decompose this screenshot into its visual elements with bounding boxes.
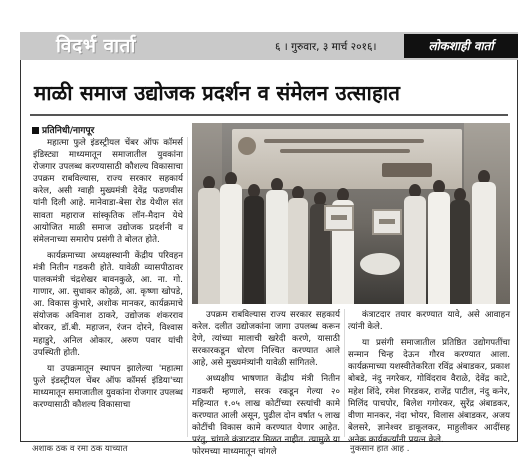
paragraph: अध्यक्षीय भाषणात केंद्रीय मंत्री नितीन गडकरी म्हणाले, सरक रकडून गेल्या २० महिन्यात १.०५ लाख कोटींच्या रस्त्यांची कामे करण्यात आली असून, पुढील दोन वर्षात ५ लाख कोटींची विकास कामे करण्यात येणार आहेत. परंतु, चांगले कंत्राटदार मिळत नाहीत. त्यामुळे या फोरमच्या माध्यमातून चांगले (192, 374, 340, 458)
award-plaque (372, 209, 402, 235)
paragraph: महात्मा फुले इंडस्ट्रीयल चेंबर ऑफ कॉमर्स इंडिस्ट्या माध्यमातून समाजातील युवकांना रोजगार उपलब्ध करण्यासाठी कौशल्य विकासाचा उपक्रम राबविल्यास, राज्य सरकार सहकार्य करेल, असी ग्वाही मुख्यमंत्री देवेंद्र फडणवीस यांनी दिली आहे. मानेवाडा-बेसा रोड येथील संत सावता महाराज सांस्कृतिक लॉन-मैदान येथे आयोजित माळी समाज उद्योजक प्रदर्शनी व संमेलनाच्या समारोप प्रसंगी ते बोलत होते. (33, 138, 183, 245)
column-divider (187, 137, 188, 437)
banner-year-mark (382, 163, 432, 177)
column-divider (344, 309, 345, 437)
newspaper-logo: लोकशाही वार्ता (404, 34, 518, 58)
headline-divider (30, 114, 508, 116)
headline: माळी समाज उद्योजक प्रदर्शन व संमेलन उत्साहात (34, 81, 401, 105)
person-figure (472, 170, 496, 304)
event-photo (192, 123, 510, 304)
adjacent-article-text-right: नुकसान हात आह . (350, 444, 410, 454)
paragraph: या प्रसंगी समाजातील प्रतिष्ठित उद्योगपतींचा सन्मान चिन्ह देऊन गौरव करण्यात आला. कार्यक्रमाच्या यशस्वीतेकरिता रविंद्र अंबाडकर, प्रकाश बोबडे, नंदु नगरेकर, गोविंदराव वैराळे, देवेंद्र काटे, महेश शिंदे, रमेश गिरडकर, राजेंद्र पाटील, नंदु कनेर, मिलिंद पाचपोर, बिलेश गगोरकर, सुरेंद्र अंबाडकर, वीणा मानकर, नंदा भोयर, विलास अंबाडकर, अजय बेलसरे, ज्ञानेश्वर डाकूलकर, माहुलीकर आदींसह अनेक कार्यकर्त्यांनी प्रयत्न केले. (348, 338, 510, 445)
person-figure (428, 180, 450, 304)
issue-date: ६ । गुरुवार, ३ मार्च २०१६। (275, 41, 377, 53)
article-column-2 (192, 309, 340, 460)
banner-logo-icon (238, 137, 256, 155)
award-plaque (324, 205, 354, 231)
person-figure (450, 188, 470, 304)
article-column-1 (33, 137, 183, 415)
adjacent-article-text-left: अशाक ठक व रमा ठक याच्यात (32, 444, 128, 454)
person-figure (288, 186, 308, 304)
paragraph: कार्यक्रमाच्या अध्यक्षस्थानी केंद्रीय परिवहन मंत्री नितीन गडकरी होते. यावेळी व्यासपीठावर पालकमंत्री चंद्रशेखर बावनकुळे, आ. ना. गो. गाणार, आ. सुधाकर कोहळे, आ. कृष्णा खोपडे, आ. विकास कुंभारे, अशोक मानकर, कार्यक्रमाचे संयोजक अविनाश ठाकरे, उद्योजक शंकरराव बोरकर, डॉ.बी. महाजन, रंजन दोरने, विश्वास महाडुरे, अनिल ओकार, अरुण पवार यांची उपस्थिती होती. (33, 250, 183, 358)
paragraph: या उपक्रमातून स्थापन झालेल्या 'महात्मा फुले इंडस्ट्रीयल चेंबर ऑफ कॉमर्स इंडिया'च्या माध्यमातून समाजातील युवकांना रोजगार उपलब्ध करण्यासाठी कौशल्य विकासाचा (33, 363, 183, 410)
person-figure (220, 172, 242, 304)
masthead (20, 32, 518, 60)
article-column-3 (348, 309, 510, 450)
paragraph: उपक्रम राबविल्यास राज्य सरकार सहकार्य करेल. दलीत उद्योजकांना जागा उपलब्ध करून देणे, त्यांच्या मालाची खरेदी करणे, यासाठी सरकारकडून धोरण निश्चित करण्यात आले आहे, असे मुख्यमंत्र्यांनी यावेळी सांगितले. (192, 310, 340, 369)
person-figure (404, 184, 426, 304)
person-figure (244, 184, 264, 304)
byline (32, 123, 94, 136)
flower-bouquet (360, 253, 400, 275)
paragraph: कंत्राटदार तयार करण्यात यावे, असे आवाहन त्यांनी केले. (348, 310, 510, 333)
section-title: विदर्भ वार्ता (56, 35, 136, 57)
byline-text: प्रतिनिधी/नागपूर (42, 126, 95, 136)
byline-square-icon (32, 127, 39, 134)
person-figure (198, 176, 220, 304)
person-figure (266, 178, 288, 304)
